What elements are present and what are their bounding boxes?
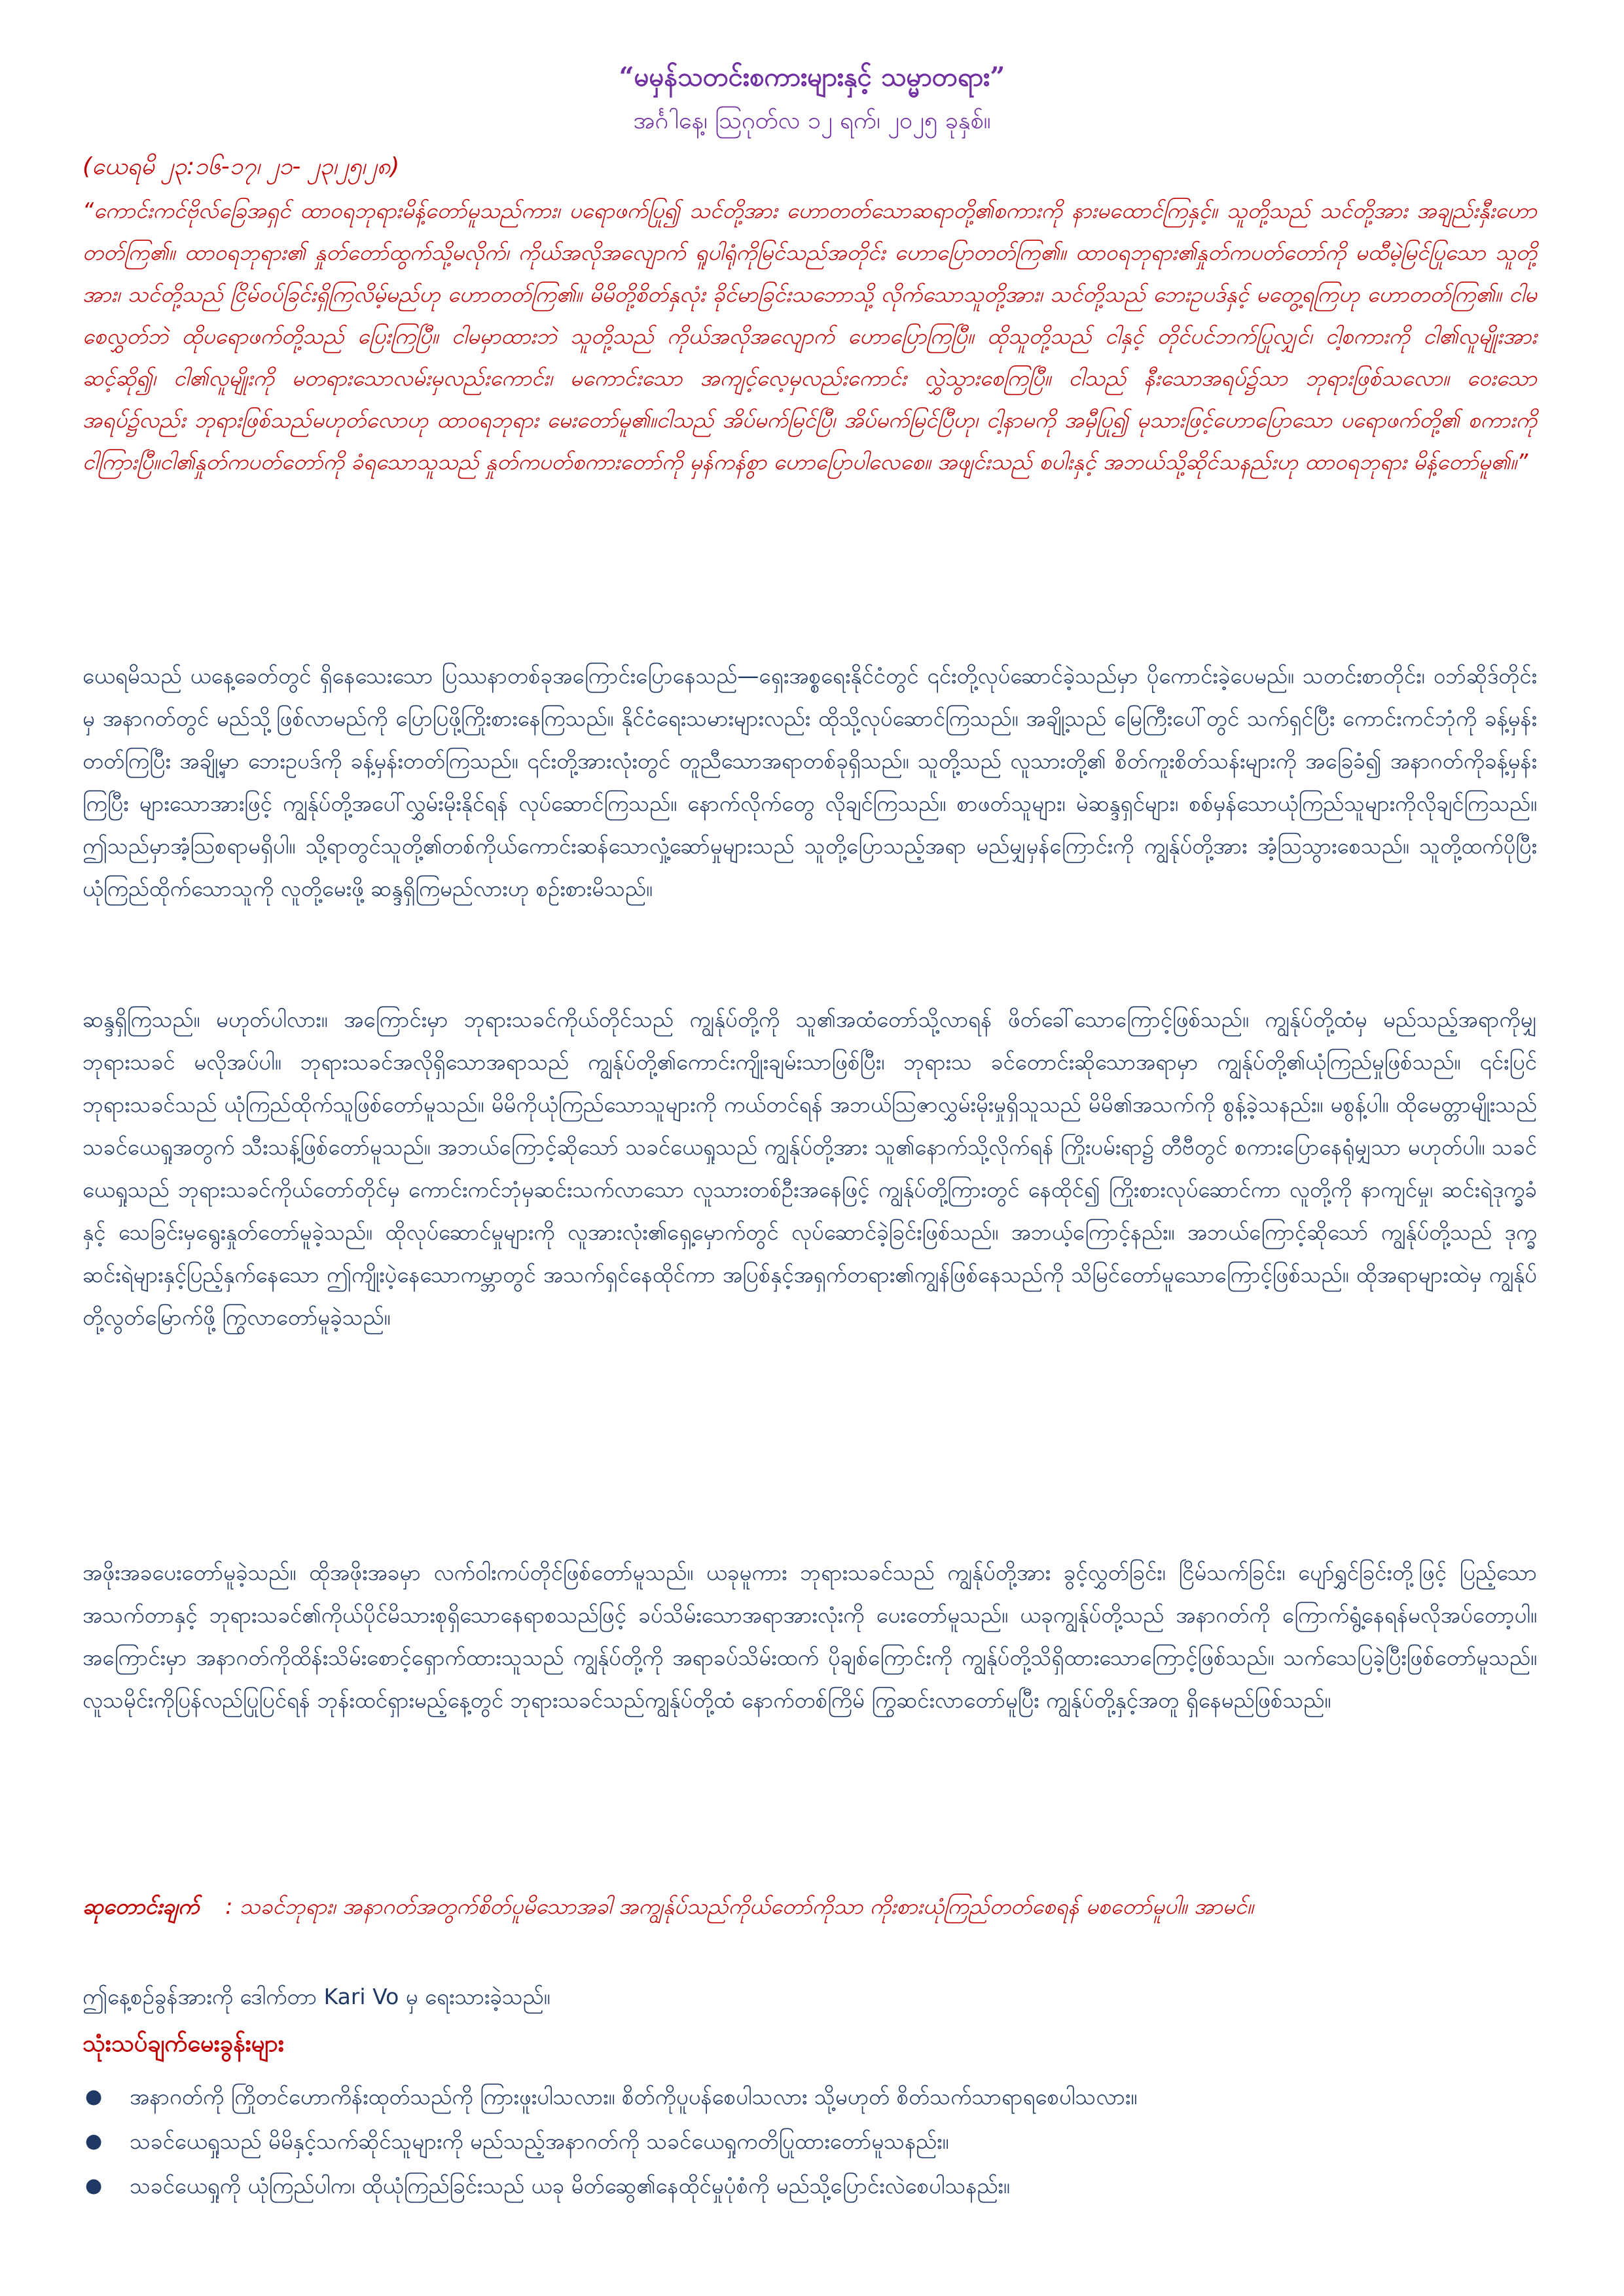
question-text: သခင်ယေရှုကို ယုံကြည်ပါက၊ ထိုယုံကြည်ခြင်းသည် ယခု မိတ်ဆွေ၏နေထိုင်မှုပုံစံကို မည်သို့ပြောင်းလဲစေပါသနည်း။ <box>130 2173 1010 2198</box>
scripture-reference: (ယေရမိ ၂၃:၁၆-၁၇၊ ၂၁- ၂၃၊၂၅၊၂၈) <box>82 153 400 180</box>
list-item <box>82 2075 1537 2119</box>
prayer-label: ဆုတောင်းချက် <box>82 1893 200 1919</box>
bullet-icon: ● <box>85 2130 103 2153</box>
question-text: အနာဂတ်ကို ကြိုတင်ဟောကိန်းထုတ်သည်ကို ကြားဖူးပါသလား။ စိတ်ကိုပူပန်စေပါသလား သို့မဟုတ် စိတ်သက်သာရာရစေပါသလား။ <box>130 2084 1138 2109</box>
bullet-icon: ● <box>85 2085 103 2108</box>
page-date: အင်္ဂါနေ့၊ ဩဂုတ်လ ၁၂ ရက်၊ ၂၀၂၅ ခုနှစ်။ <box>633 107 991 134</box>
author-note: ဤနေ့စဉ်ခွန်အားကို ဒေါက်တာ Kari Vo မှ ရေးသားခဲ့သည်။ <box>82 1984 550 2009</box>
question-text: သခင်ယေရှုသည် မိမိနှင့်သက်ဆိုင်သူများကို မည်သည့်အနာဂတ်ကို သခင်ယေရှုကတိပြုထားတော်မူသနည်း။ <box>130 2128 949 2154</box>
body-paragraph-2: ဆန္ဒရှိကြသည်။ မဟုတ်ပါလား။ အကြောင်းမှာ ဘုရားသခင်ကိုယ်တိုင်သည် ကျွန်ုပ်တို့ကို သူ၏အထံတော်သို့လာရန် ဖိတ်ခေါ်သောကြောင့်ဖြစ်သည်။ ကျွန်ုပ်တို့ထံမှ မည်သည့်အရာကိုမျှ ဘုရားသခင် မလိုအပ်ပါ။ ဘုရားသခင်အလိုရှိသောအရာသည် ကျွန်ုပ်တို့၏ကောင်းကျိုးချမ်းသာဖြစ်ပြီး၊ ဘုရားသ ခင်တောင်းဆိုသောအရာမှာ ကျွန်ုပ်တို့၏ယုံကြည်မှုဖြစ်သည်။ ၎င်းပြင် ဘုရားသခင်သည် ယုံကြည်ထိုက်သူဖြစ်တော်မူသည်။ မိမိကိုယုံကြည်သောသူများကို ကယ်တင်ရန် အဘယ်ဩဇာလွှမ်းမိုးမှုရှိသူသည် မိမိ၏အသက်ကို စွန့်ခဲ့သနည်း။ မစွန့်ပါ။ ထိုမေတ္တာမျိုးသည် သခင်ယေရှုအတွက် သီးသန့်ဖြစ်တော်မူသည်။ အဘယ်ကြောင့်ဆိုသော် သခင်ယေရှုသည် ကျွန်ုပ်တို့အား သူ၏နောက်သို့လိုက်ရန် ကြိုးပမ်းရာ၌ တီဗီတွင် စကားပြောနေရုံမျှသာ မဟုတ်ပါ။ သခင်ယေရှုသည် ဘုရားသခင်ကိုယ်တော်တိုင်မှ ကောင်းကင်ဘုံမှဆင်းသက်လာသော လူသားတစ်ဦးအနေဖြင့် ကျွန်ုပ်တို့ကြားတွင် နေထိုင်၍ ကြိုးစားလုပ်ဆောင်ကာ လူတို့ကို နာကျင်မှု၊ ဆင်းရဲဒုက္ခခံနှင့် သေခြင်းမှရွေးနှုတ်တော်မူခဲ့သည်။ ထိုလုပ်ဆောင်မှုများကို လူအားလုံး၏ရှေ့မှောက်တွင် လုပ်ဆောင်ခဲ့ခြင်းဖြစ်သည်။ အဘယ့်ကြောင့်နည်း။ အဘယ်ကြောင့်ဆိုသော် ကျွန်ုပ်တို့သည် ဒုက္ခဆင်းရဲများနှင့်ပြည့်နှက်နေသော ဤကျိုးပဲ့နေသောကမ္ဘာတွင် အသက်ရှင်နေထိုင်ကာ အပြစ်နှင့်အရှက်တရား၏ကျွန်ဖြစ်နေသည်ကို သိမြင်တော်မူသောကြောင့်ဖြစ်သည်။ ထိုအရာများထဲမှ ကျွန်ုပ်တို့လွတ်မြောက်ဖို့ ကြွလာတော်မူခဲ့သည်။ <box>82 1007 1537 1330</box>
scripture-quote: “ကောင်းကင်ဗိုလ်ခြေအရှင် ထာဝရဘုရားမိန့်တော်မူသည်ကား၊ ပရောဖက်ပြု၍ သင်တို့အား ဟောတတ်သောဆရာတို့၏စကားကို နားမထောင်ကြနှင့်။ သူတို့သည် သင်တို့အား အချည်းနှီးဟောတတ်ကြ၏။ ထာဝရဘုရား၏ နှုတ်တော်ထွက်သို့မလိုက်၊ ကိုယ်အလိုအလျောက် ရူပါရုံကိုမြင်သည်အတိုင်း ဟောပြောတတ်ကြ၏။ ထာဝရဘုရား၏နှုတ်ကပတ်တော်ကို မထီမဲ့မြင်ပြုသော သူတို့အား၊ သင်တို့သည် ငြိမ်ဝပ်ခြင်းရှိကြလိမ့်မည်ဟု ဟောတတ်ကြ၏။ မိမိတို့စိတ်နှလုံး ခိုင်မာခြင်းသဘောသို့ လိုက်သောသူတို့အား၊ သင်တို့သည် ဘေးဥပဒ်နှင့် မတွေ့ရကြဟု ဟောတတ်ကြ၏။ ငါမစေလွှတ်ဘဲ ထိုပရောဖက်တို့သည် ပြေးကြပြီ။ ငါမမှာထားဘဲ သူတို့သည် ကိုယ်အလိုအလျောက် ဟောပြောကြပြီ။ ထိုသူတို့သည် ငါနှင့် တိုင်ပင်ဘက်ပြုလျှင်၊ ငါ့စကားကို ငါ၏လူမျိုးအားဆင့်ဆို၍၊ ငါ၏လူမျိုးကို မတရားသောလမ်းမှလည်းကောင်း၊ မကောင်းသော အကျင့်လေ့မှလည်းကောင်း လွှဲသွားစေကြပြီ။ ငါသည် နီးသောအရပ်၌သာ ဘုရားဖြစ်သလော။ ဝေးသောအရပ်၌လည်း ဘုရားဖြစ်သည်မဟုတ်လောဟု ထာဝရဘုရား မေးတော်မူ၏။ငါသည် အိပ်မက်မြင်ပြီ၊ အိပ်မက်မြင်ပြီဟု၊ ငါ့နာမကို အမှီပြု၍ မုသားဖြင့်ဟောပြောသော ပရောဖက်တို့၏ စကားကို ငါကြားပြီ။ငါ၏နှုတ်ကပတ်တော်ကို ခံရသောသူသည် နှုတ်ကပတ်စကားတော်ကို မှန်ကန်စွာ ဟောပြောပါလေစေ။ အဖျင်းသည် စပါးနှင့် အဘယ်သို့ဆိုင်သနည်းဟု ထာဝရဘုရား မိန့်တော်မူ၏။” <box>82 198 1537 475</box>
bullet-icon: ● <box>85 2174 103 2197</box>
questions-list <box>82 2075 1537 2208</box>
questions-heading: သုံးသပ်ချက်မေးခွန်းများ <box>82 2030 284 2057</box>
prayer-text: : သခင်ဘုရား၊ အနာဂတ်အတွက်စိတ်ပူမိသောအခါ အကျွန်ုပ်သည်ကိုယ်တော်ကိုသာ ကိုးစားယုံကြည်တတ်စေရန် မစတော်မူပါ။ အာမင်။ <box>225 1893 1254 1919</box>
prayer-block <box>82 1885 1537 1928</box>
list-item <box>82 2119 1537 2164</box>
list-item <box>82 2164 1537 2208</box>
body-paragraph-3: အဖိုးအခပေးတော်မူခဲ့သည်။ ထိုအဖိုးအခမှာ လက်ဝါးကပ်တိုင်ဖြစ်တော်မူသည်။ ယခုမူကား ဘုရားသခင်သည် ကျွန်ုပ်တို့အား ခွင့်လွှတ်ခြင်း၊ ငြိမ်သက်ခြင်း၊ ပျော်ရွှင်ခြင်းတို့ဖြင့် ပြည့်သောအသက်တာနှင့် ဘုရားသခင်၏ကိုယ်ပိုင်မိသားစုရှိသောနေရာစသည်ဖြင့် ခပ်သိမ်းသောအရာအားလုံးကို ပေးတော်မူသည်။ ယခုကျွန်ုပ်တို့သည် အနာဂတ်ကို ကြောက်ရွံ့နေရန်မလိုအပ်တော့ပါ။ အကြောင်းမှာ အနာဂတ်ကိုထိန်းသိမ်းစောင့်ရှောက်ထားသူသည် ကျွန်ုပ်တို့ကို အရာခပ်သိမ်းထက် ပိုချစ်ကြောင်းကို ကျွန်ုပ်တို့သိရှိထားသောကြောင့်ဖြစ်သည်။ သက်သေပြခဲ့ပြီးဖြစ်တော်မူသည်။ လူသမိုင်းကိုပြန်လည်ပြုပြင်ရန် ဘုန်းထင်ရှားမည့်နေ့တွင် ဘုရားသခင်သည်ကျွန်ုပ်တို့ထံ နောက်တစ်ကြိမ် ကြွဆင်းလာတော်မူပြီး ကျွန်ုပ်တို့နှင့်အတူ ရှိနေမည်ဖြစ်သည်။ <box>82 1560 1537 1713</box>
page-title: “မမှန်သတင်းစကားများနှင့် သမ္မာတရား” <box>619 62 1005 92</box>
body-paragraph-1: ယေရမိသည် ယနေ့ခေတ်တွင် ရှိနေသေးသော ပြဿနာတစ်ခုအကြောင်းပြောနေသည်—ရှေးအစ္စရေးနိုင်ငံတွင် ၎င်းတို့လုပ်ဆောင်ခဲ့သည်မှာ ပိုကောင်းခဲ့ပေမည်။ သတင်းစာတိုင်း၊ ဝဘ်ဆိုဒ်တိုင်းမှ အနာဂတ်တွင် မည်သို့ဖြစ်လာမည်ကို ပြောပြဖို့ကြိုးစားနေကြသည်။ နိုင်ငံရေးသမားများလည်း ထိုသို့လုပ်ဆောင်ကြသည်။ အချို့သည် မြေကြီးပေါ်တွင် သက်ရှင်ပြီး ကောင်းကင်ဘုံကို ခန့်မှန်းတတ်ကြပြီး အချို့မှာ ဘေးဥပဒ်ကို ခန့်မှန်းတတ်ကြသည်။ ၎င်းတို့အားလုံးတွင် တူညီသောအရာတစ်ခုရှိသည်။ သူတို့သည် လူသားတို့၏ စိတ်ကူးစိတ်သန်းများကို အခြေခံ၍ အနာဂတ်ကိုခန့်မှန်းကြပြီး များသောအားဖြင့် ကျွန်ုပ်တို့အပေါ်လွှမ်းမိုးနိုင်ရန် လုပ်ဆောင်ကြသည်။ နောက်လိုက်တွေ လိုချင်ကြသည်။ စာဖတ်သူများ၊ မဲဆန္ဒရှင်များ၊ စစ်မှန်သောယုံကြည်သူများကိုလိုချင်ကြသည်။ ဤသည်မှာအံ့ဩစရာမရှိပါ။ သို့ရာတွင်သူတို့၏တစ်ကိုယ်ကောင်းဆန်သောလှုံ့ဆော်မှုများသည် သူတို့ပြောသည့်အရာ မည်မျှမှန်ကြောင်းကို ကျွန်ုပ်တို့အား အံ့ဩသွားစေသည်။ သူတို့ထက်ပိုပြီးယုံကြည်ထိုက်သောသူကို လူတို့မေးဖို့ ဆန္ဒရှိကြမည်လားဟု စဉ်းစားမိသည်။ <box>82 663 1537 901</box>
